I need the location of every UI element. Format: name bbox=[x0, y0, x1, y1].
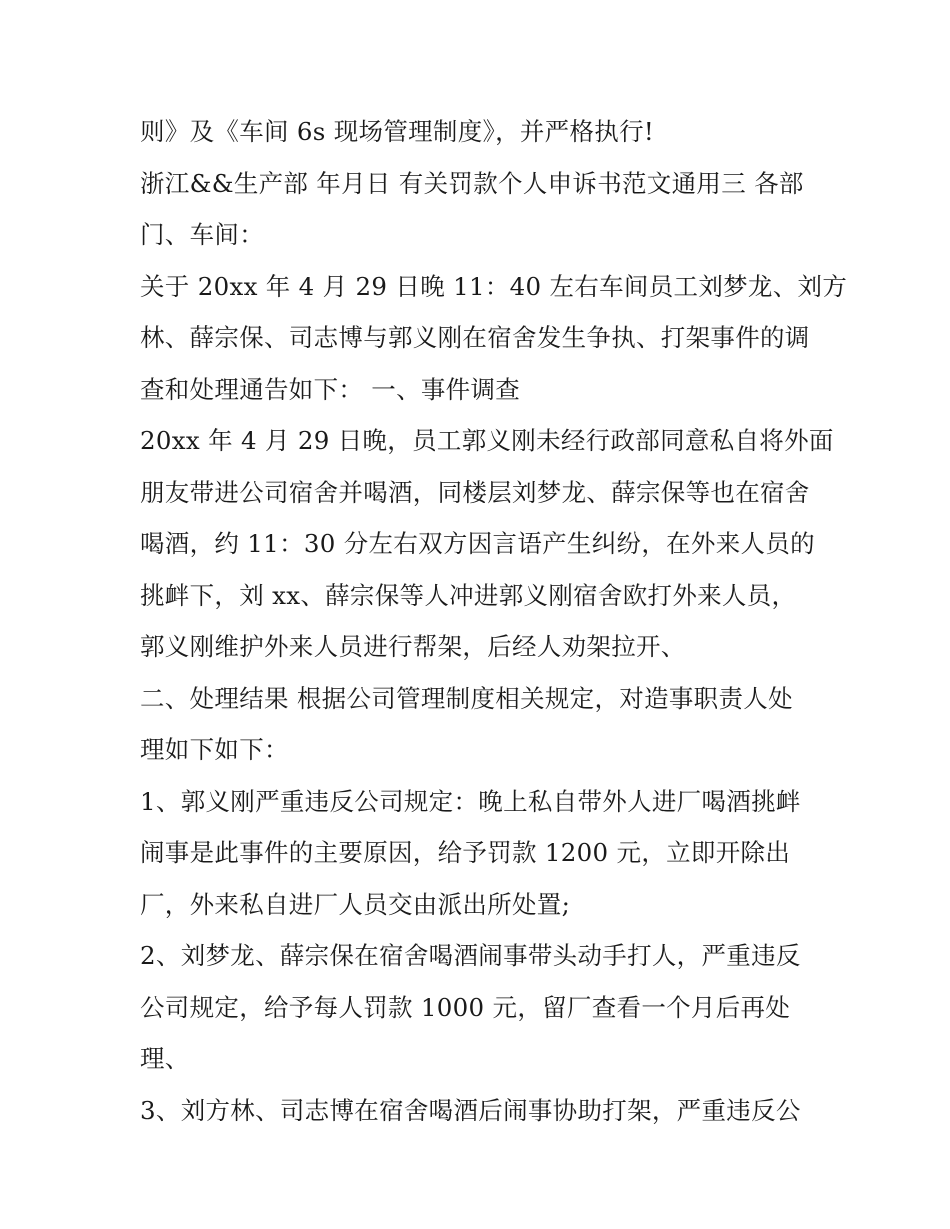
text-line: 闹事是此事件的主要原因，给予罚款 1200 元，立即开除出 bbox=[140, 838, 791, 867]
text-line: 郭义刚维护外来人员进行帮架，后经人劝架拉开、 bbox=[140, 632, 686, 661]
text-line: 理如下如下： bbox=[140, 735, 289, 764]
text-line: 公司规定，给予每人罚款 1000 元，留厂查看一个月后再处 bbox=[140, 992, 791, 1022]
text-line: 朋友带进公司宿舍并喝酒，同楼层刘梦龙、薛宗保等也在宿舍 bbox=[140, 477, 810, 507]
text-line: 二、处理结果 根据公司管理制度相关规定，对造事职责人处 bbox=[140, 683, 793, 713]
text-line: 门、车间： bbox=[140, 220, 264, 249]
text-line: 则》及《车间 6s 现场管理制度》，并严格执行! bbox=[140, 117, 655, 146]
text-line: 1、郭义刚严重违反公司规定：晚上私自带外人进厂喝酒挑衅 bbox=[140, 786, 801, 816]
text-line: 查和处理通告如下： 一、事件调查 bbox=[140, 374, 521, 404]
text-line: 3、刘方林、司志博在宿舍喝酒后闹事协助打架，严重违反公 bbox=[140, 1095, 801, 1125]
text-line: 浙江&&生产部 年月日 有关罚款个人申诉书范文通用三 各部 bbox=[140, 168, 804, 198]
text-line: 20xx 年 4 月 29 日晚，员工郭义刚未经行政部同意私自将外面 bbox=[140, 426, 834, 455]
text-line: 厂，外来私自进厂人员交由派出所处置; bbox=[140, 889, 571, 919]
document-body bbox=[140, 106, 848, 1136]
text-line: 林、薛宗保、司志博与郭义刚在宿舍发生争执、打架事件的调 bbox=[140, 323, 810, 352]
text-line: 理、 bbox=[140, 1044, 190, 1073]
text-line: 2、刘梦龙、薛宗保在宿舍喝酒闹事带头动手打人，严重违反 bbox=[140, 941, 801, 970]
text-line: 关于 20xx 年 4 月 29 日晚 11：40 左右车间员工刘梦龙、刘方 bbox=[140, 271, 848, 301]
text-line: 挑衅下，刘 xx、薛宗保等人冲进郭义刚宿舍欧打外来人员， bbox=[140, 580, 797, 610]
text-line: 喝酒，约 11：30 分左右双方因言语产生纠纷，在外来人员的 bbox=[140, 529, 815, 558]
